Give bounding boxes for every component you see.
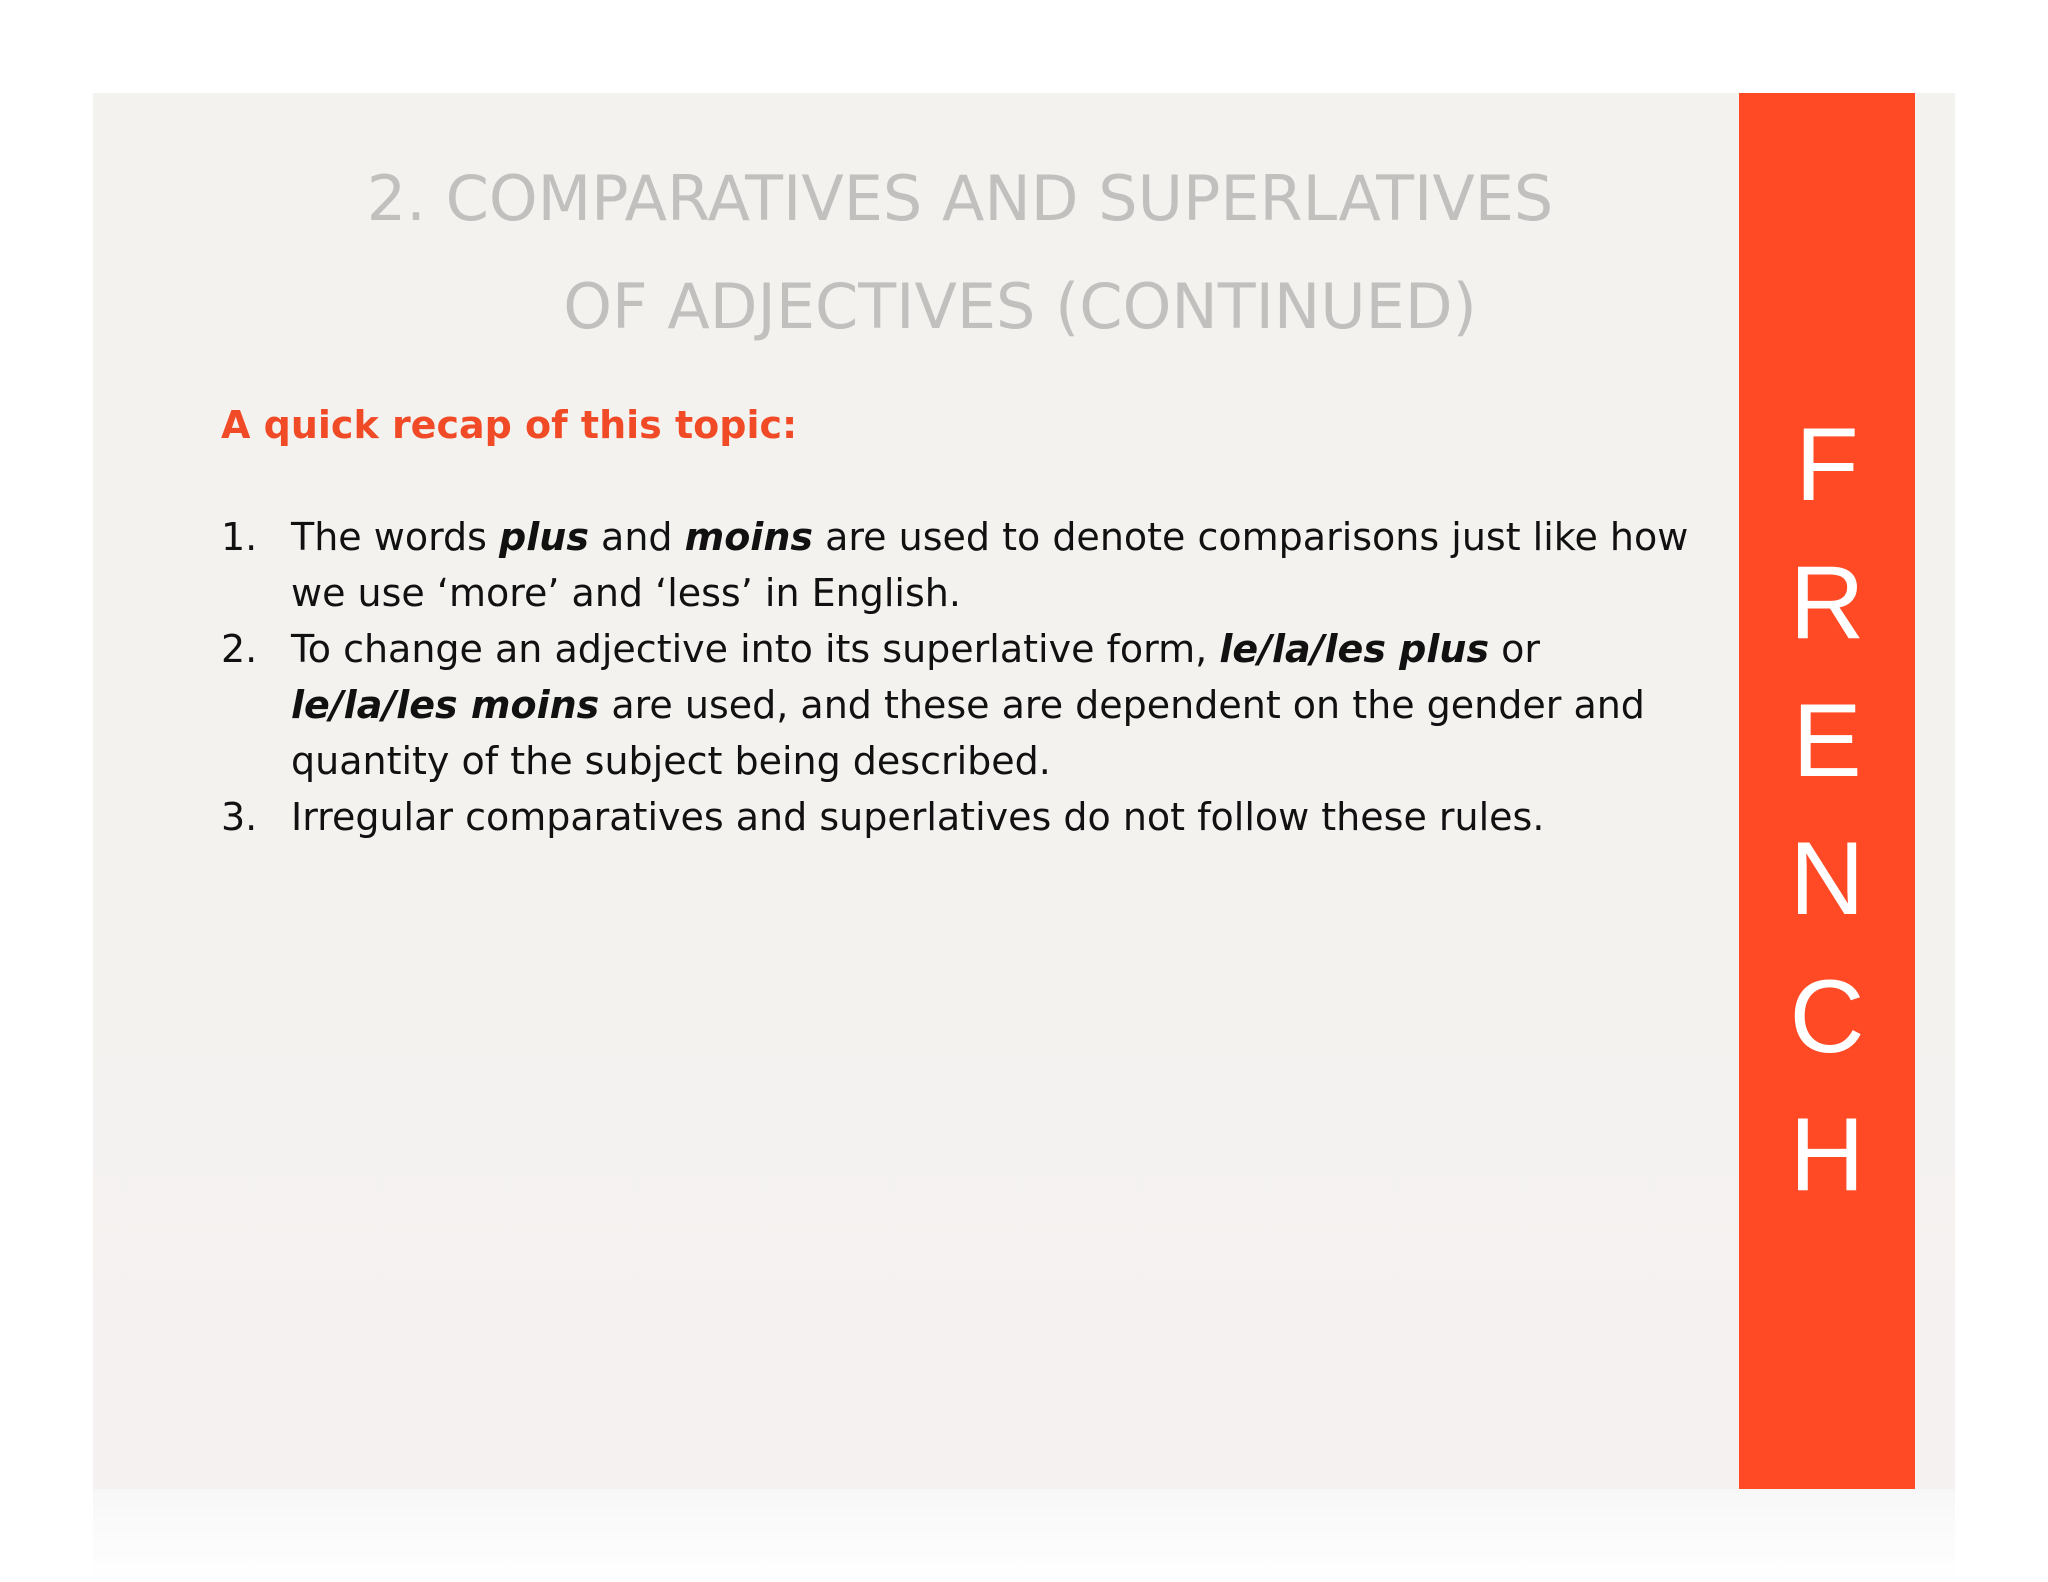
side-label-letter: R bbox=[1789, 545, 1865, 661]
rule-text: are used, and these are dependent on the gender and quantity of the subject being described. bbox=[291, 683, 1645, 783]
slide-background-gradient bbox=[93, 793, 1955, 1489]
rule-text: Irregular comparatives and superlatives do not follow these rules. bbox=[291, 795, 1545, 839]
rule-text: The words bbox=[291, 515, 500, 559]
side-label-letter: C bbox=[1789, 959, 1865, 1075]
rule-emphasis: moins bbox=[684, 515, 814, 559]
rule-item bbox=[221, 621, 1691, 789]
rule-text: To change an adjective into its superlative form, bbox=[291, 627, 1220, 671]
rule-text: are used to denote comparisons just like how we use ‘more’ and ‘less’ in English. bbox=[291, 515, 1689, 615]
side-label bbox=[1739, 396, 1915, 1224]
slide-shadow bbox=[93, 1489, 1955, 1582]
rule-text: or bbox=[1489, 627, 1541, 671]
side-label-letter: E bbox=[1792, 683, 1862, 799]
rule-text: and bbox=[588, 515, 685, 559]
side-label-letter: H bbox=[1789, 1097, 1865, 1213]
rule-number: 2. bbox=[221, 627, 258, 671]
side-label-letter: N bbox=[1789, 821, 1865, 937]
side-label-band bbox=[1739, 93, 1915, 1489]
rule-emphasis: plus bbox=[499, 515, 589, 559]
rule-item bbox=[221, 509, 1691, 621]
rule-emphasis: le/la/les moins bbox=[291, 683, 600, 727]
rule-item bbox=[221, 789, 1691, 845]
recap-heading: A quick recap of this topic: bbox=[221, 403, 798, 447]
rule-emphasis: le/la/les plus bbox=[1219, 627, 1490, 671]
rules-list bbox=[221, 509, 1691, 845]
rule-number: 1. bbox=[221, 515, 258, 559]
side-label-letter: F bbox=[1795, 407, 1859, 523]
slide-title-line: 2. COMPARATIVES AND SUPERLATIVES bbox=[366, 162, 1554, 235]
slide-title-line: OF ADJECTIVES (CONTINUED) bbox=[563, 270, 1477, 343]
slide-title bbox=[200, 145, 1720, 361]
rule-number: 3. bbox=[221, 795, 258, 839]
